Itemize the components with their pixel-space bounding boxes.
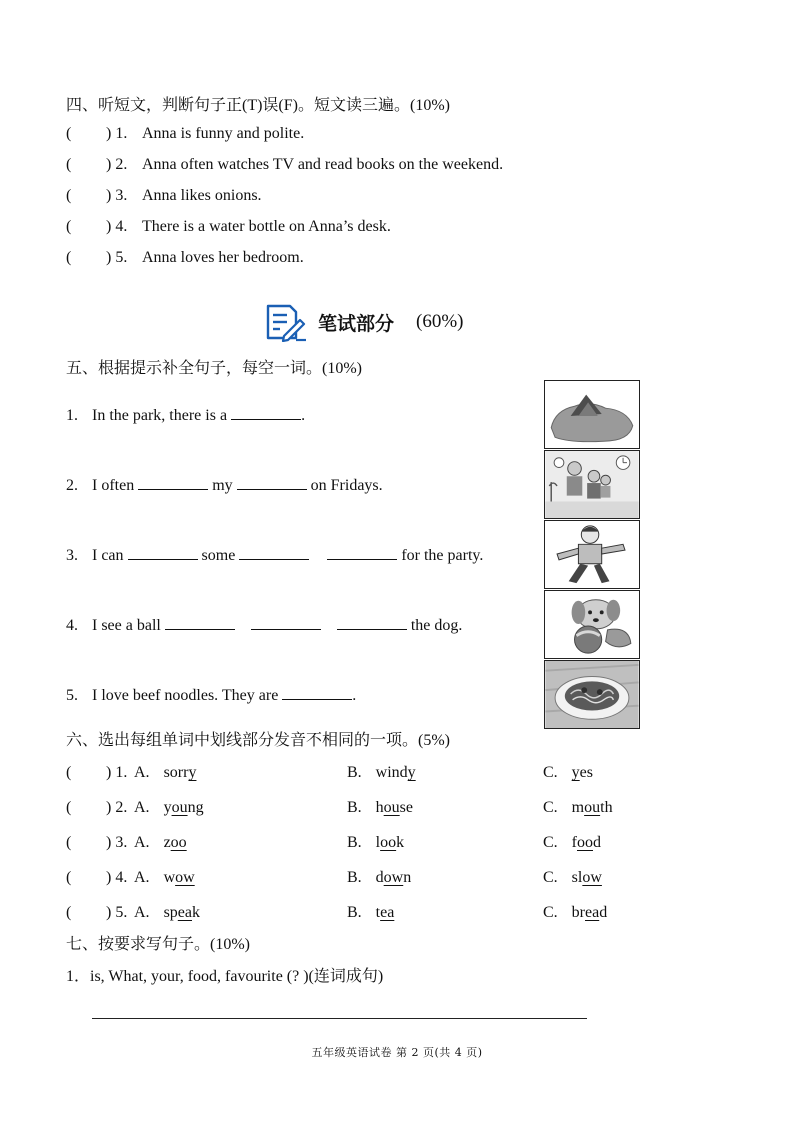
option-word: sorry [163, 764, 197, 781]
dog-with-ball-picture [544, 590, 640, 659]
beef-noodles-picture [544, 660, 640, 729]
option-label[interactable]: C. [543, 904, 558, 921]
item-text: Anna often watches TV and read books on the weekend. [142, 156, 504, 173]
underlined-letters: ow [175, 869, 195, 886]
answer-paren[interactable]: ( [66, 904, 72, 921]
answer-paren[interactable]: ( [66, 249, 72, 266]
option-label[interactable]: A. [134, 904, 150, 921]
answer-paren[interactable]: ( [66, 218, 72, 235]
option-word: mouth [571, 799, 613, 816]
section5-q2 [66, 475, 383, 496]
answer-paren[interactable]: ( [66, 799, 72, 816]
section4-item [66, 155, 503, 175]
fill-blank[interactable] [282, 685, 352, 700]
item-text: on Fridays. [310, 477, 383, 494]
item-text: I see a ball [92, 617, 161, 634]
item-text: In the park, there is a [92, 407, 228, 424]
item-text: There is a water bottle on Anna’s desk. [142, 218, 391, 235]
item-text: Anna loves her bedroom. [142, 249, 304, 266]
option-word: wow [163, 869, 195, 886]
underlined-letters: ow [383, 869, 404, 886]
item-text: my [212, 477, 233, 494]
answer-paren[interactable]: ( [66, 156, 72, 173]
option-word: slow [571, 869, 602, 886]
underlined-letters: ou [171, 799, 188, 816]
underlined-letters: ea [177, 904, 192, 921]
item-number: 3. [66, 547, 78, 564]
item-number: ) 5. [106, 249, 128, 266]
option-word: zoo [163, 834, 187, 851]
answer-line[interactable] [92, 1018, 587, 1019]
option-label[interactable]: C. [543, 764, 558, 781]
written-part-label: 笔试部分 [318, 312, 395, 335]
option-word: bread [571, 904, 608, 921]
option-label[interactable]: A. [134, 834, 150, 851]
section5-q1 [66, 405, 305, 426]
option-word: young [163, 799, 204, 816]
option-label[interactable]: B. [347, 869, 362, 886]
fill-blank[interactable] [138, 475, 208, 490]
fill-blank[interactable] [165, 615, 235, 630]
section7-q1: 1．is, What, your, food, favourite (? )(连词成句) [66, 968, 384, 985]
fill-blank[interactable] [337, 615, 407, 630]
family-cleaning-picture [544, 450, 640, 519]
option-label[interactable]: C. [543, 799, 558, 816]
item-text: I often [92, 477, 135, 494]
underlined-letters: y [188, 764, 197, 781]
option-label[interactable]: B. [347, 904, 362, 921]
section6-heading: 六、选出每组单词中划线部分发音不相同的一项。(5%) [66, 732, 450, 749]
fill-blank[interactable] [239, 545, 309, 560]
underlined-letters: y [571, 764, 580, 781]
option-word: food [571, 834, 601, 851]
item-text: Anna is funny and polite. [142, 125, 305, 142]
underlined-letters: ou [383, 799, 400, 816]
item-text: some [201, 547, 236, 564]
answer-paren[interactable]: ( [66, 834, 72, 851]
page-footer: 五年级英语试卷 第 2 页(共 4 页) [311, 1046, 483, 1059]
option-label[interactable]: A. [134, 869, 150, 886]
item-number: 4. [66, 617, 78, 634]
option-word: look [375, 834, 405, 851]
underlined-letters: oo [380, 834, 397, 851]
underlined-letters: ea [380, 904, 395, 921]
option-label[interactable]: B. [347, 764, 362, 781]
option-label[interactable]: B. [347, 799, 362, 816]
answer-paren[interactable]: ( [66, 187, 72, 204]
section5-heading: 五、根据提示补全句子，每空一词。(10%) [66, 360, 362, 377]
item-number: 1. [66, 407, 78, 424]
underlined-letters: oo [170, 834, 187, 851]
item-number: ) 3. [106, 187, 128, 204]
item-text: for the party. [401, 547, 484, 564]
option-label[interactable]: C. [543, 869, 558, 886]
section4-item [66, 124, 304, 144]
item-text: Anna likes onions. [142, 187, 262, 204]
written-part-title [262, 300, 464, 344]
underlined-letters: ow [582, 869, 602, 886]
section7-heading: 七、按要求写句子。(10%) [66, 936, 250, 953]
item-number: ) 2. [106, 799, 128, 816]
underlined-letters: ea [585, 904, 600, 921]
item-number: ) 2. [106, 156, 128, 173]
writing-pad-pencil-icon [262, 302, 310, 342]
hill-picture [544, 380, 640, 449]
written-part-percent: (60%) [416, 311, 464, 332]
section4-item [66, 186, 262, 206]
item-number: ) 5. [106, 904, 128, 921]
fill-blank[interactable] [251, 615, 321, 630]
option-word: down [375, 869, 412, 886]
option-label[interactable]: C. [543, 834, 558, 851]
item-text: . [301, 407, 306, 424]
item-number: ) 1. [106, 125, 128, 142]
answer-paren[interactable]: ( [66, 764, 72, 781]
item-text: the dog. [410, 617, 463, 634]
answer-paren[interactable]: ( [66, 869, 72, 886]
item-text: I can [92, 547, 124, 564]
section4-item [66, 248, 304, 268]
underlined-letters: y [407, 764, 416, 781]
fill-blank[interactable] [231, 405, 301, 420]
section5-q4 [66, 615, 462, 636]
section4-heading: 四、听短文，判断句子正(T)误(F)。短文读三遍。(10%) [66, 97, 450, 114]
item-number: 5. [66, 687, 78, 704]
fill-blank[interactable] [327, 545, 397, 560]
item-number: 2. [66, 477, 78, 494]
item-number: ) 1. [106, 764, 128, 781]
option-word: windy [375, 764, 416, 781]
option-label[interactable]: A. [134, 764, 150, 781]
option-word: house [375, 799, 413, 816]
section4-item [66, 217, 391, 237]
item-number: ) 4. [106, 869, 128, 886]
fill-blank[interactable] [237, 475, 307, 490]
item-text: I love beef noodles. They are [92, 687, 279, 704]
item-text: . [352, 687, 357, 704]
section5-q5 [66, 685, 356, 706]
option-label[interactable]: A. [134, 799, 150, 816]
section5-q3 [66, 545, 483, 566]
underlined-letters: oo [577, 834, 593, 851]
option-word: speak [163, 904, 200, 921]
item-number: ) 4. [106, 218, 128, 235]
option-word: yes [571, 764, 593, 781]
underlined-letters: ou [584, 799, 601, 816]
fill-blank[interactable] [128, 545, 198, 560]
item-number: ) 3. [106, 834, 128, 851]
kung-fu-boy-picture [544, 520, 640, 589]
option-word: tea [375, 904, 395, 921]
option-label[interactable]: B. [347, 834, 362, 851]
answer-paren[interactable]: ( [66, 125, 72, 142]
